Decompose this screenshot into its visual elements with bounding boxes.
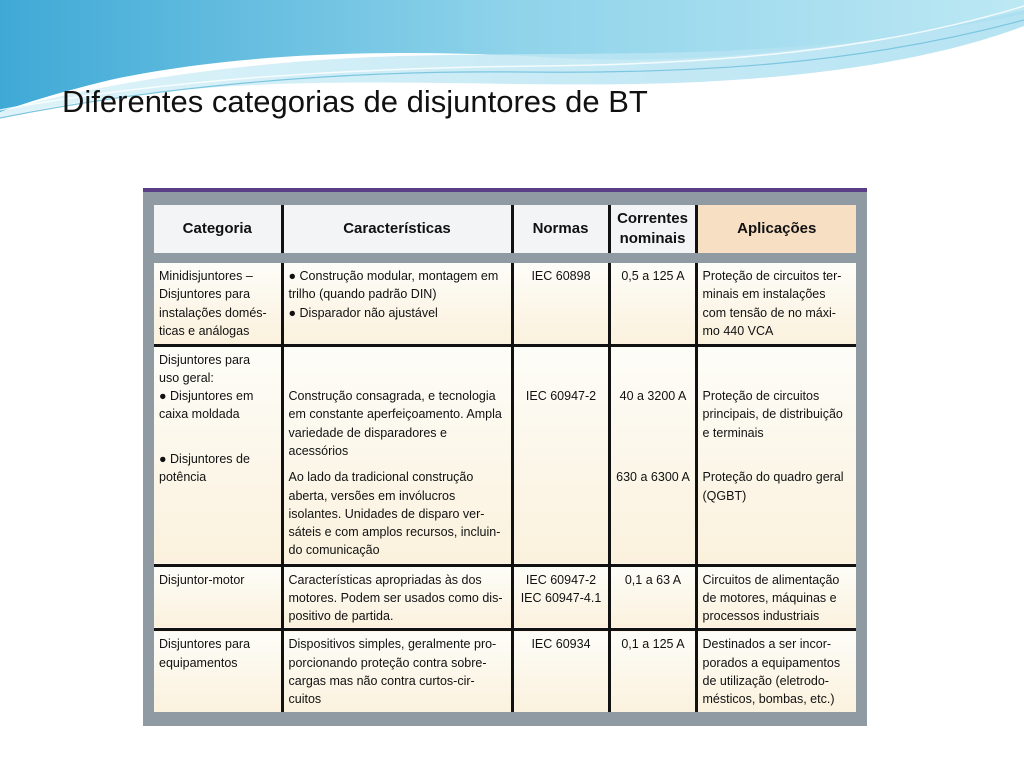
cell-line: trilho (quando padrão DIN) [288, 287, 437, 302]
cell-line: Construção consagrada, e tecnologia [288, 389, 496, 404]
cell-line: Disjuntor-motor [159, 572, 245, 587]
cell-line: porcionando proteção contra sobre- [288, 655, 487, 670]
cell-line: de utilização (eletrodo- [702, 673, 829, 688]
cell-correntes [609, 263, 696, 345]
cell-line: em constante aperfeiçoamento. Ampla [288, 407, 502, 422]
cell-correntes [609, 565, 696, 630]
cell-line: Destinados a ser incor- [702, 637, 832, 652]
cell-line: caixa moldada [159, 407, 240, 422]
cell-line: mésticos, bombas, etc.) [702, 692, 835, 707]
header-categoria: Categoria [182, 220, 252, 237]
cell-categoria [154, 630, 282, 712]
cell-line: IEC 60947-2 [525, 389, 597, 404]
cell-line: positivo de partida. [288, 609, 394, 624]
breaker-categories-table [143, 188, 867, 726]
cell-normas [512, 263, 609, 345]
cell-line: instalações domés- [159, 305, 267, 320]
cell-line: IEC 60934 [531, 637, 591, 652]
cell-line: acessórios [288, 443, 349, 458]
cell-categoria [154, 263, 282, 345]
cell-caracteristicas [282, 263, 512, 345]
cell-caracteristicas [282, 345, 512, 565]
cell-normas [512, 345, 609, 565]
header-caracteristicas: Características [282, 205, 512, 253]
table-row [154, 630, 856, 712]
cell-line: Características apropriadas às dos [288, 572, 482, 587]
cell-line: do comunicação [288, 543, 380, 558]
cell-line: Disjuntores para [159, 352, 251, 367]
cell-aplicacoes [696, 565, 856, 630]
cell-normas [512, 565, 609, 630]
cell-line: Minidisjuntores – [159, 269, 253, 283]
cell-line: Circuitos de alimentação [702, 572, 840, 587]
cell-line: mo 440 VCA [702, 323, 774, 338]
table-row [154, 345, 856, 565]
cell-normas [512, 630, 609, 712]
cell-line: e terminais [702, 425, 764, 440]
cell-line: 630 a 6300 A [616, 470, 690, 485]
cell-aplicacoes [696, 630, 856, 712]
cell-line: uso geral: [159, 370, 214, 385]
cell-line: ● Disjuntores em [159, 389, 254, 404]
cell-line: aberta, versões em invólucros [288, 488, 456, 503]
cell-line: de motores, máquinas e [702, 590, 837, 605]
cell-line: variedade de disparadores e [288, 425, 447, 440]
cell-line: 0,1 a 63 A [624, 572, 682, 587]
header-normas: Normas [512, 205, 609, 253]
cell-line: Proteção do quadro geral [702, 470, 844, 485]
cell-aplicacoes [696, 263, 856, 345]
cell-line: ● Disjuntores de [159, 451, 250, 466]
cell-categoria [154, 565, 282, 630]
header-aplicacoes: Aplicações [696, 205, 856, 253]
cell-line: minais em instalações [702, 287, 826, 302]
cell-line: sáteis e com amplos recursos, incluin- [288, 525, 501, 540]
cell-line: IEC 60947-4.1 [520, 590, 602, 605]
cell-line: 0,5 a 125 A [621, 269, 685, 283]
slide-title: Diferentes categorias de disjuntores de BT [62, 84, 648, 119]
cell-line: Disjuntores para [159, 287, 251, 302]
cell-caracteristicas [282, 565, 512, 630]
cell-line: Proteção de circuitos ter- [702, 269, 842, 283]
cell-line: isolantes. Unidades de disparo ver- [288, 506, 485, 521]
cell-line: motores. Podem ser usados como dis- [288, 590, 503, 605]
cell-line: 0,1 a 125 A [621, 637, 685, 652]
table-header [154, 205, 856, 253]
cell-aplicacoes [696, 345, 856, 565]
table-row [154, 263, 856, 345]
header-correntes-nominais: Correntes nominais [609, 205, 696, 253]
cell-categoria [154, 345, 282, 565]
cell-line: ● Disparador não ajustável [288, 305, 438, 320]
cell-line: cargas mas não contra curtos-cir- [288, 673, 475, 688]
cell-line: potência [159, 470, 207, 485]
cell-line: ticas e análogas [159, 323, 250, 338]
cell-line: cuitos [288, 692, 322, 707]
cell-line: ● Construção modular, montagem em [288, 269, 499, 283]
cell-line: com tensão de no máxi- [702, 305, 836, 320]
table-body [154, 263, 856, 712]
cell-line: Ao lado da tradicional construção [288, 470, 474, 485]
cell-line: Dispositivos simples, geralmente pro- [288, 637, 497, 652]
cell-line: principais, de distribuição [702, 407, 843, 422]
cell-line: 40 a 3200 A [619, 389, 687, 404]
cell-line: processos industriais [702, 609, 820, 624]
cell-line: IEC 60898 [531, 269, 591, 283]
header-row [154, 205, 856, 253]
cell-line: (QGBT) [702, 488, 747, 503]
cell-line: Proteção de circuitos [702, 389, 820, 404]
cell-correntes [609, 345, 696, 565]
cell-line: equipamentos [159, 655, 238, 670]
cell-line: porados a equipamentos [702, 655, 841, 670]
cell-line: Disjuntores para [159, 637, 251, 652]
cell-correntes [609, 630, 696, 712]
cell-caracteristicas [282, 630, 512, 712]
cell-line: IEC 60947-2 [525, 572, 597, 587]
table-row [154, 565, 856, 630]
